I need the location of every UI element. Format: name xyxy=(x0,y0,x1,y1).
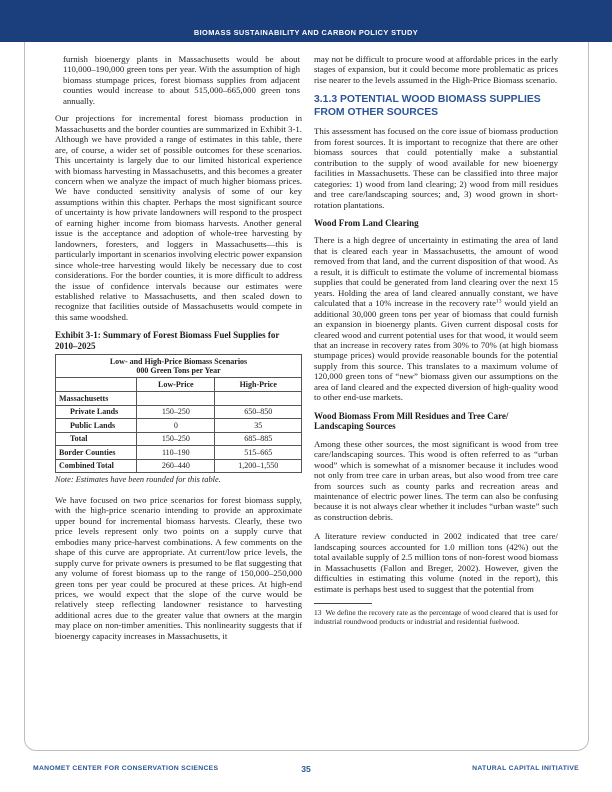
table-note: Note: Estimates have been rounded for this table. xyxy=(55,475,221,485)
mill-residues-paragraph: Among these other sources, the most significant is wood from tree care/landscaping sources. This wood is often referred to as “urban wood” which is somewhat of a misnomer because it includes wood not only from tree care in urban areas, but also wood from tree care from sources such as county parks and recreation areas and maintenance of electric power lines. The term can also be confusing because it is not always clear whether it includes “urban waste” such as construction debris. xyxy=(314,438,558,522)
projections-paragraph: Our projections for incremental forest biomass production in Massachusetts and the border counties are summarized in Exhibit 3-1. Although we have provided a range of estimates in this table, there are, of course, a wider set of possible outcomes for these scenarios. This uncertainty is largely due to our limited historical experience with biomass harvesting in Massachusetts, and this becomes a greater concern when we analyze the impact of much higher biomass prices. We have conducted sensitivity analysis of some of our key assumptions within this chapter. Perhaps the most significant source of uncertainty is how private landowners will respond to the prospect of earning higher income from biomass harvests. Another general issue is the acceptance and adoption of whole-tree harvesting by landowners, foresters, and loggers in Massachusetts—this is particularly important in scenarios involving electric power expansion since whole-tree harvesting would likely be necessary due to cost considerations. For the border counties, it is more difficult to address the issue of confidence intervals because our estimates were established relative to Massachusetts, and then scaled down to recognize that facilities outside of Massachusetts would compete in this same woodshed. xyxy=(55,113,302,322)
cell-low: 110–190 xyxy=(137,446,215,460)
table-header-blank xyxy=(56,378,137,392)
table-caption-row xyxy=(56,355,302,378)
footer-organization: MANOMET CENTER FOR CONSERVATION SCIENCES xyxy=(33,765,219,772)
cell-high: 1,200–1,550 xyxy=(215,459,302,473)
cell-low xyxy=(137,391,215,405)
row-label: Public Lands xyxy=(56,419,137,433)
footnote-text: We define the recovery rate as the percentage of wood cleared that is used for industrial roundwood products or industrial and residential fuelwood. xyxy=(314,608,558,627)
price-scenarios-paragraph: We have focused on two price scenarios for forest biomass supply, with the high-price scenario intending to provide an approximate upper bound for incremental biomass harvests. Clearly, these two price levels represent only two points on a supply curve that embodies many price-harvest combinations. A few comments on the shape of this curve are appropriate. At current/low price levels, the supply curve for private owners is presumed to be flat suggesting that any volume of forest biomass up to the range of 150,000–250,000 green tons per year could be procured at these prices. At high-end prices, we would expect that the slope of the curve would be relatively steep reflecting landowner resistance to harvesting additional acres due to the greater value that owners at the margin may place on non-timber amenities. This nonlinearity suggests that if bioenergy capacity increases in Massachusetts, it xyxy=(55,494,302,641)
land-clearing-paragraph xyxy=(314,235,558,402)
subheading-mill-residues: Wood Biomass From Mill Residues and Tree Care/ Landscaping Sources xyxy=(314,410,509,432)
table-row xyxy=(56,419,302,433)
biomass-supply-table xyxy=(55,354,302,473)
cell-low: 260–440 xyxy=(137,459,215,473)
cell-high: 650–850 xyxy=(215,405,302,419)
cell-low: 150–250 xyxy=(137,432,215,446)
land-clearing-text-a: There is a high degree of uncertainty in estimating the area of land that is cleared each year in Massachusetts, the amount of wood removed from that land, and the current disposition of that wood. As a result, it is difficult to estimate the volume of incremental biomass supplies that could be generated from land clearing over the next 15 years. Holding the area of land cleared annually constant, we have calculated that a 10% increase in the recovery rate xyxy=(314,235,558,309)
continued-indented-paragraph: furnish bioenergy plants in Massachusetts would be about 110,000–190,000 green tons per year. With the assumption of high biomass stumpage prices, forest biomass supplies from adjacent counties would increase to about 515,000–665,000 green tons annually. xyxy=(63,54,300,106)
table-row xyxy=(56,459,302,473)
exhibit-title: Exhibit 3-1: Summary of Forest Biomass Fuel Supplies for 2010–2025 xyxy=(55,330,280,351)
row-label: Border Counties xyxy=(56,446,137,460)
section-heading-line2: FROM OTHER SOURCES xyxy=(314,106,439,118)
cell-high xyxy=(215,391,302,405)
land-clearing-text-b: would yield an additional 30,000 green tons per year of biomass that could furnish an expansion in bioenergy plants. Given current disposal costs for cleared wood and current potential uses for that wood, it would seem that an increase in recovery rates from 30% to 70% (at high biomass stumpage prices) would provide reasonable bounds for the potential supply from this source. This translates to a maximum volume of 120,000 green tons of “new” biomass given our assumptions on the area of land cleared and the expected diversion of high-quality wood to other end-use markets. xyxy=(314,298,558,403)
cell-low: 150–250 xyxy=(137,405,215,419)
cell-low: 0 xyxy=(137,419,215,433)
footer-initiative: NATURAL CAPITAL INITIATIVE xyxy=(472,765,579,772)
section-heading xyxy=(314,94,558,119)
cell-high: 515–665 xyxy=(215,446,302,460)
table-caption-line2: 000 Green Tons per Year xyxy=(136,366,221,376)
row-label: Combined Total xyxy=(56,459,137,473)
table-caption xyxy=(56,355,302,378)
subheading-land-clearing: Wood From Land Clearing xyxy=(314,217,419,228)
section-heading-line1: 3.1.3 POTENTIAL WOOD BIOMASS SUPPLIES xyxy=(314,94,541,106)
table-row xyxy=(56,405,302,419)
column-header-low-price: Low-Price xyxy=(137,378,215,392)
other-sources-paragraph: This assessment has focused on the core issue of biomass production from forest sources. It is important to recognize that there are other biomass sources that could potentially make a substantial contribution to the supply of wood available for new bioenergy facilities in Massachusetts. These can be classified into three major categories: 1) wood from land clearing; 2) wood from mill residues and tree care/landscaping sources; and, 3) wood grown in short-rotation plantations. xyxy=(314,126,558,210)
row-label: Total xyxy=(56,432,137,446)
right-column xyxy=(314,54,558,626)
page-number: 35 xyxy=(301,764,311,774)
footnote-number: 13 xyxy=(314,608,322,618)
footnote xyxy=(314,608,558,626)
row-label: Private Lands xyxy=(56,405,137,419)
literature-review-paragraph: A literature review conducted in 2002 indicated that tree care/ landscaping sources accounted for 1.0 million tons (42%) out the total available supply of 2.5 million tons of non-forest wood biomass in Massachusetts (Fallon and Breger, 2002). However, given the difficulties in estimating this volume (noted in the report), this estimate is perhaps best used to suggest that the potential from xyxy=(314,531,558,594)
footnote-divider xyxy=(314,603,372,604)
table-header-row xyxy=(56,378,302,392)
column-header-high-price: High-Price xyxy=(215,378,302,392)
table-caption-line1: Low- and High-Price Biomass Scenarios xyxy=(109,356,248,366)
table-row xyxy=(56,391,302,405)
footnote-reference: 13 xyxy=(495,298,502,305)
row-label: Massachusetts xyxy=(56,391,137,405)
continued-paragraph: may not be difficult to procure wood at affordable prices in the early stages of expansion, but it could become more problematic as prices rise nearer to the levels assumed in the High-Price Biomass scenario. xyxy=(314,54,558,85)
running-header-title: BIOMASS SUSTAINABILITY AND CARBON POLICY STUDY xyxy=(193,28,419,37)
table-row xyxy=(56,446,302,460)
table-row xyxy=(56,432,302,446)
cell-high: 35 xyxy=(215,419,302,433)
cell-high: 685–885 xyxy=(215,432,302,446)
left-column xyxy=(55,54,302,641)
